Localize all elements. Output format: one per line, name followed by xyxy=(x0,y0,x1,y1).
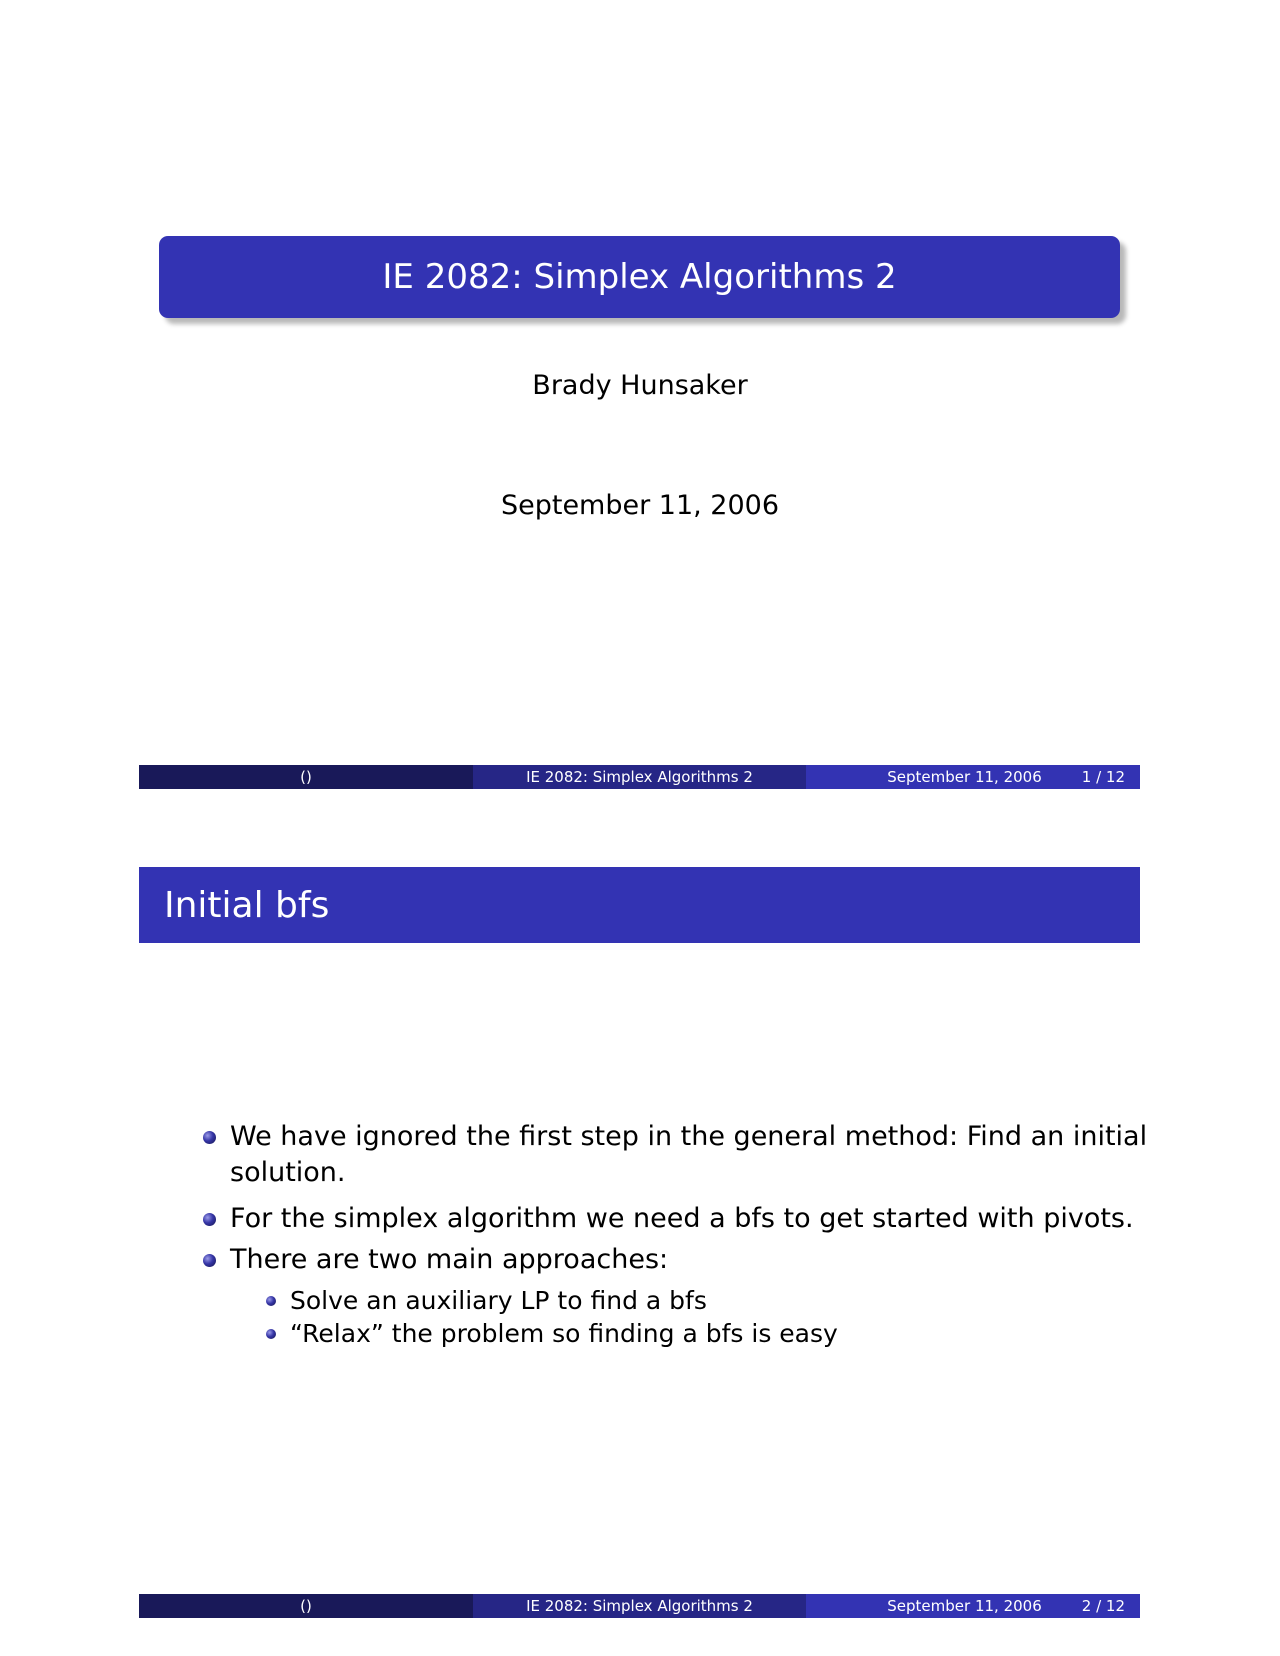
list-item xyxy=(230,1200,1134,1238)
bullet-ball-icon xyxy=(266,1329,276,1339)
slide-title: IE 2082: Simplex Algorithms 2 xyxy=(382,257,897,297)
sub-bullet-text: Solve an auxiliary LP to find a bfs xyxy=(290,1286,707,1315)
frame-title: Initial bfs xyxy=(164,884,330,926)
bullet-ball-icon xyxy=(266,1296,276,1306)
sub-list-item xyxy=(290,1284,707,1317)
bullet-ball-icon xyxy=(203,1254,216,1267)
bullet-text: For the simplex algorithm we need a bfs to get started with pivots. xyxy=(230,1203,1134,1234)
footer-date: September 11, 2006 xyxy=(887,1597,1042,1615)
footer-title: IE 2082: Simplex Algorithms 2 xyxy=(473,765,806,789)
bullet-ball-icon xyxy=(203,1131,216,1144)
footer-page-number: 1 / 12 xyxy=(1081,768,1125,786)
sub-bullet-text: “Relax” the problem so finding a bfs is easy xyxy=(290,1319,838,1348)
sub-list-item xyxy=(290,1317,838,1350)
bullet-text: There are two main approaches: xyxy=(230,1244,669,1275)
list-item-continuation xyxy=(230,1154,346,1192)
footer-date-page xyxy=(806,1594,1140,1618)
list-item xyxy=(230,1241,668,1279)
author-name: Brady Hunsaker xyxy=(532,370,748,401)
bullet-ball-icon xyxy=(203,1213,216,1226)
footer-page-number: 2 / 12 xyxy=(1081,1597,1125,1615)
footer-author: () xyxy=(139,765,473,789)
list-item xyxy=(230,1118,1147,1156)
bullet-text: We have ignored the first step in the general method: Find an initial xyxy=(230,1121,1148,1152)
footer-title: IE 2082: Simplex Algorithms 2 xyxy=(473,1594,806,1618)
slide-footer xyxy=(139,765,1140,789)
footer-date-page xyxy=(806,765,1140,789)
footer-date: September 11, 2006 xyxy=(887,768,1042,786)
frame-title-bar xyxy=(139,867,1140,943)
presentation-date: September 11, 2006 xyxy=(500,490,780,521)
slide-footer xyxy=(139,1594,1140,1618)
slide-title-box xyxy=(159,236,1120,318)
footer-author: () xyxy=(139,1594,473,1618)
bullet-text: solution. xyxy=(230,1157,346,1188)
